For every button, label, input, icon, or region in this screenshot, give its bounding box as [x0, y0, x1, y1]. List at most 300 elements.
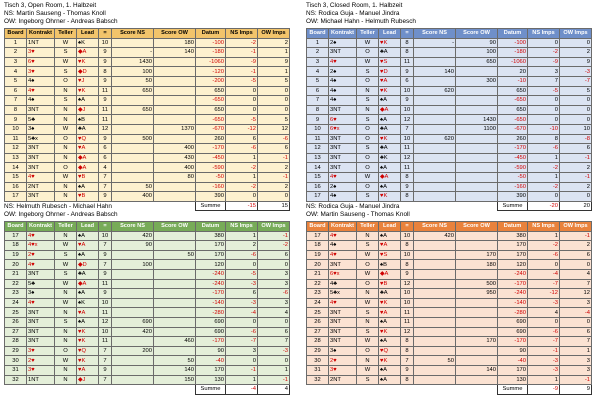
table-cell: -3 [528, 356, 560, 366]
table-cell [112, 298, 154, 308]
spacer-cell [77, 385, 99, 395]
table-cell: -1 [258, 375, 290, 385]
table-cell: 140 [154, 365, 196, 375]
table-cell: -2 [528, 182, 560, 192]
table-cell: 26 [307, 317, 329, 327]
table-cell: 90 [456, 38, 498, 48]
table-cell: 90 [196, 346, 226, 356]
table-cell: ♠A [77, 182, 99, 192]
table-cell: O [55, 134, 77, 144]
column-header: Score NS [414, 29, 456, 39]
table-cell: 7 [99, 346, 112, 356]
table-cell: 8 [5, 105, 27, 115]
table-cell: 500 [112, 134, 154, 144]
table-cell: W [357, 337, 379, 347]
table-cell: ◆A [379, 269, 401, 279]
table-row [307, 144, 592, 154]
sum-label: Summe [498, 201, 528, 211]
column-header: Score NS [414, 222, 456, 232]
table-cell: ♥A [77, 144, 99, 154]
table-row [5, 289, 290, 299]
table-cell: 4 [528, 308, 560, 318]
table-cell: 0 [226, 96, 258, 106]
table-cell: 4♠ [27, 96, 55, 106]
table-cell: -6 [258, 289, 290, 299]
table-cell: -7 [528, 279, 560, 289]
table-cell: 31 [5, 365, 27, 375]
table-cell: 6 [5, 86, 27, 96]
table-cell: 17 [307, 192, 329, 202]
table-cell: 6 [307, 86, 329, 96]
table-cell: N [55, 115, 77, 125]
table-row [307, 163, 592, 173]
table-cell [154, 327, 196, 337]
table-cell: 50 [112, 76, 154, 86]
table-row [5, 346, 290, 356]
column-header: Lead [77, 29, 99, 39]
table-cell: ♥K [379, 356, 401, 366]
table-cell: 950 [456, 289, 498, 299]
table-cell: 3 [560, 356, 592, 366]
table-cell: 28 [5, 337, 27, 347]
table-row [307, 182, 592, 192]
table-cell: 3 [560, 298, 592, 308]
table-cell: 3NT [27, 163, 55, 173]
table-cell: -650 [196, 115, 226, 125]
sum-row [307, 385, 592, 395]
table-row [5, 192, 290, 202]
table-cell: ♥K [77, 356, 99, 366]
table-cell: -240 [196, 269, 226, 279]
table-cell: -650 [196, 96, 226, 106]
table-row [307, 115, 592, 125]
table-cell: -3 [226, 279, 258, 289]
table-cell: -200 [196, 76, 226, 86]
column-header: Board [307, 222, 329, 232]
table-cell [456, 67, 498, 77]
table-row [5, 124, 290, 134]
table-cell: 0 [226, 105, 258, 115]
table-cell: O [357, 346, 379, 356]
table-cell: -1060 [196, 57, 226, 67]
table-cell: 5 [258, 76, 290, 86]
table-cell: O [357, 76, 379, 86]
table-cell [456, 105, 498, 115]
table-cell: ♠A [77, 317, 99, 327]
table-cell: 11 [401, 144, 414, 154]
table-cell: W [55, 298, 77, 308]
table-cell: ♥K [379, 327, 401, 337]
table-cell: S [357, 375, 379, 385]
table-cell: -6 [528, 144, 560, 154]
column-header: Score OW [456, 222, 498, 232]
table-cell: -140 [196, 298, 226, 308]
table-cell: ♥Q [77, 134, 99, 144]
table-cell: 17 [5, 231, 27, 241]
table-cell: 10 [401, 231, 414, 241]
table-row [307, 298, 592, 308]
panel-ow-pair: OW: Martin Sauseng - Thomas Knoll [306, 211, 410, 218]
table-cell: 4 [258, 308, 290, 318]
table-cell: -2 [528, 163, 560, 173]
table-cell [154, 260, 196, 270]
table-cell: 0 [258, 356, 290, 366]
table-cell: -10 [498, 76, 528, 86]
column-header: Board [5, 29, 27, 39]
table-row [5, 308, 290, 318]
table-cell: N [357, 86, 379, 96]
table-cell: 380 [196, 231, 226, 241]
table-cell: 460 [154, 337, 196, 347]
table-cell: -280 [498, 308, 528, 318]
header-row [307, 29, 592, 39]
table-cell: 9 [401, 182, 414, 192]
column-header: Kontrakt [27, 29, 55, 39]
table-cell: 18 [307, 241, 329, 251]
table-cell: -170 [196, 289, 226, 299]
table-cell: 8 [401, 346, 414, 356]
table-row [307, 57, 592, 67]
table-cell: 7 [5, 96, 27, 106]
table-cell: ♥K [77, 327, 99, 337]
table-cell: ♥B [379, 279, 401, 289]
table-cell: 0 [528, 192, 560, 202]
table-cell: 31 [307, 365, 329, 375]
panel-ow-pair: OW: Ingeborg Ohrner - Andreas Babsch [4, 211, 118, 218]
table-cell: S [55, 250, 77, 260]
table-cell [112, 356, 154, 366]
table-cell: 1430 [456, 115, 498, 125]
table-cell: ◆A [77, 163, 99, 173]
table-cell: 8 [401, 260, 414, 270]
table-cell [112, 38, 154, 48]
table-cell: 7 [99, 375, 112, 385]
table-cell: 5♣ [27, 115, 55, 125]
table-cell: 6 [560, 144, 592, 154]
table-cell: 0 [226, 317, 258, 327]
table-row [5, 153, 290, 163]
table-cell [112, 365, 154, 375]
table-row [5, 134, 290, 144]
table-cell: ♥Q [379, 346, 401, 356]
table-cell: 260 [498, 134, 528, 144]
table-cell: 6 [401, 76, 414, 86]
table-cell: 26 [5, 317, 27, 327]
table-cell [154, 289, 196, 299]
table-cell: -170 [196, 337, 226, 347]
sum-ns-imps: -9 [528, 385, 560, 395]
table-cell: 12 [401, 327, 414, 337]
table-row [307, 356, 592, 366]
table-cell: 0 [560, 115, 592, 125]
sum-ow-imps: 20 [560, 201, 592, 211]
table-cell: N [357, 231, 379, 241]
table-cell: -7 [528, 337, 560, 347]
table-cell: 24 [5, 298, 27, 308]
table-cell: 180 [154, 38, 196, 48]
panel-ns-pair: NS: Martin Sauseng - Thomas Knoll [4, 10, 106, 17]
table-cell: 3♠ [27, 289, 55, 299]
table-cell [456, 241, 498, 251]
table-cell: 650 [112, 86, 154, 96]
table-cell: 4 [560, 269, 592, 279]
table-row [307, 375, 592, 385]
table-cell: 3 [560, 365, 592, 375]
table-row [307, 327, 592, 337]
table-row [5, 365, 290, 375]
table-cell: -1 [226, 365, 258, 375]
table-cell [414, 250, 456, 260]
table-cell [154, 308, 196, 318]
table-cell: 0 [528, 260, 560, 270]
table-cell: -3 [528, 365, 560, 375]
table-cell: 4♥ [27, 298, 55, 308]
table-cell: 11 [99, 337, 112, 347]
table-cell: 0 [258, 192, 290, 202]
table-cell: 27 [307, 327, 329, 337]
table-cell: 0 [258, 260, 290, 270]
table-cell: ♣A [379, 289, 401, 299]
table-cell: 2 [258, 163, 290, 173]
table-cell: 7 [560, 337, 592, 347]
table-cell: - [112, 48, 154, 58]
table-cell: N [55, 105, 77, 115]
table-cell: -40 [196, 356, 226, 366]
table-cell: ♣A [77, 269, 99, 279]
table-cell: 4♥ [329, 231, 357, 241]
column-header: NS Imps [226, 222, 258, 232]
table-cell: -1 [226, 48, 258, 58]
score-table [306, 28, 592, 211]
table-cell: 12 [401, 115, 414, 125]
table-cell: 9 [258, 57, 290, 67]
table-cell: ♣A [379, 144, 401, 154]
table-cell: 9 [99, 250, 112, 260]
table-cell: 22 [5, 279, 27, 289]
table-cell: ♠A [379, 317, 401, 327]
table-cell: 90 [112, 241, 154, 251]
table-cell: 7 [99, 241, 112, 251]
table-cell: 100 [112, 67, 154, 77]
table-cell [154, 105, 196, 115]
table-cell [112, 115, 154, 125]
table-cell: ♥A [379, 76, 401, 86]
panel-title: NS: Helmuth Rubesch - Michael Hahn [4, 203, 112, 210]
table-row [5, 115, 290, 125]
table-cell: 3♠ [329, 346, 357, 356]
table-cell: 4♥ [27, 86, 55, 96]
table-cell: ♠B [77, 115, 99, 125]
table-cell: -40 [498, 356, 528, 366]
table-row [307, 279, 592, 289]
table-cell: 11 [99, 86, 112, 96]
table-cell [154, 298, 196, 308]
table-cell [154, 231, 196, 241]
column-header: NS Imps [528, 29, 560, 39]
table-cell: -280 [196, 308, 226, 318]
table-cell [456, 144, 498, 154]
table-cell: 2NT [27, 182, 55, 192]
table-cell: 0 [560, 105, 592, 115]
table-cell: O [357, 124, 379, 134]
table-cell: 400 [154, 163, 196, 173]
table-cell: 6 [258, 144, 290, 154]
table-cell: -7 [226, 337, 258, 347]
column-header: Score NS [112, 29, 154, 39]
table-cell: -2 [226, 38, 258, 48]
table-cell: 6 [258, 250, 290, 260]
table-cell: -450 [196, 153, 226, 163]
table-cell: 0 [528, 105, 560, 115]
column-header: Datum [498, 29, 528, 39]
table-cell: 12 [401, 153, 414, 163]
table-cell: 9 [5, 115, 27, 125]
table-row [307, 96, 592, 106]
table-cell: W [55, 172, 77, 182]
column-header: Kontrakt [329, 222, 357, 232]
score-table [306, 221, 592, 395]
table-cell: N [55, 308, 77, 318]
table-cell: 11 [5, 134, 27, 144]
table-cell: -2 [226, 163, 258, 173]
table-cell: 6 [226, 134, 258, 144]
column-header: Teller [55, 222, 77, 232]
sum-ns-imps: -15 [226, 201, 258, 211]
panel-second-half-right [306, 203, 598, 395]
table-cell: W [357, 172, 379, 182]
table-row [5, 96, 290, 106]
table-cell [456, 356, 498, 366]
table-cell: 9 [99, 289, 112, 299]
table-cell: -2 [528, 241, 560, 251]
table-cell: ◆J [77, 375, 99, 385]
table-cell [456, 231, 498, 241]
table-row [307, 241, 592, 251]
table-cell: 16 [5, 182, 27, 192]
table-cell: 500 [456, 279, 498, 289]
table-cell: 29 [5, 346, 27, 356]
table-row [5, 269, 290, 279]
table-row [5, 375, 290, 385]
table-cell: 9 [99, 76, 112, 86]
table-cell: 2 [307, 48, 329, 58]
table-cell [154, 279, 196, 289]
table-cell: 3 [307, 57, 329, 67]
column-header: NS Imps [528, 222, 560, 232]
table-cell: -5 [226, 269, 258, 279]
table-cell [112, 250, 154, 260]
table-cell: N [357, 356, 379, 366]
table-cell: 6♥x [329, 124, 357, 134]
table-cell [456, 182, 498, 192]
table-row [5, 163, 290, 173]
table-cell: 20 [307, 260, 329, 270]
table-cell: 11 [99, 115, 112, 125]
table-cell: 7 [99, 182, 112, 192]
table-cell [456, 327, 498, 337]
table-cell: 3♥ [329, 365, 357, 375]
table-cell: ♣A [379, 48, 401, 58]
table-cell: 32 [307, 375, 329, 385]
table-cell: N [55, 375, 77, 385]
table-cell: -1 [528, 346, 560, 356]
table-cell: 420 [112, 327, 154, 337]
table-cell: 50 [154, 356, 196, 366]
spacer-cell [27, 385, 55, 395]
table-cell: - [414, 38, 456, 48]
table-row [307, 172, 592, 182]
table-cell [414, 260, 456, 270]
column-header: = [99, 222, 112, 232]
table-cell: 9 [401, 67, 414, 77]
table-cell: 4 [307, 67, 329, 77]
table-cell: -6 [258, 134, 290, 144]
table-cell: 130 [498, 375, 528, 385]
table-cell: 2♥ [329, 356, 357, 366]
table-cell: -6 [528, 250, 560, 260]
table-cell: -1 [560, 375, 592, 385]
table-cell: ♥D [379, 67, 401, 77]
table-cell: 3NT [329, 308, 357, 318]
table-cell [154, 182, 196, 192]
column-header: Lead [77, 222, 99, 232]
table-cell: 0 [258, 317, 290, 327]
table-cell: 2 [560, 48, 592, 58]
table-cell [414, 115, 456, 125]
table-cell: 430 [154, 153, 196, 163]
score-table [4, 28, 290, 211]
table-cell: 5 [5, 76, 27, 86]
table-cell: 1 [226, 375, 258, 385]
table-cell [154, 317, 196, 327]
table-cell: 0 [226, 356, 258, 366]
table-cell: 2NT [329, 375, 357, 385]
table-cell: -590 [196, 163, 226, 173]
table-cell: 2 [560, 182, 592, 192]
table-cell: 9 [401, 365, 414, 375]
table-cell: 0 [528, 115, 560, 125]
score-table [4, 221, 290, 395]
table-cell [154, 346, 196, 356]
table-cell: 120 [196, 260, 226, 270]
table-cell: -160 [498, 182, 528, 192]
table-cell: 3 [528, 67, 560, 77]
table-cell [414, 365, 456, 375]
column-header: OW Imps [258, 29, 290, 39]
table-cell: 7 [99, 356, 112, 366]
column-header: Kontrakt [329, 29, 357, 39]
table-cell: 2 [258, 38, 290, 48]
table-cell: ♠A [379, 96, 401, 106]
spacer-cell [99, 385, 112, 395]
table-cell: O [55, 346, 77, 356]
table-cell: 3NT [27, 269, 55, 279]
table-cell: -240 [498, 289, 528, 299]
table-cell: ◆A [77, 279, 99, 289]
table-cell: 650 [196, 105, 226, 115]
table-cell: 650 [112, 105, 154, 115]
table-cell: -450 [498, 153, 528, 163]
table-cell: 0 [528, 38, 560, 48]
table-cell: 170 [196, 241, 226, 251]
table-cell: -180 [498, 48, 528, 58]
table-row [5, 76, 290, 86]
table-cell: 400 [154, 144, 196, 154]
table-cell: 0 [258, 96, 290, 106]
spacer-cell [55, 385, 77, 395]
table-row [307, 250, 592, 260]
table-cell: 10 [99, 298, 112, 308]
